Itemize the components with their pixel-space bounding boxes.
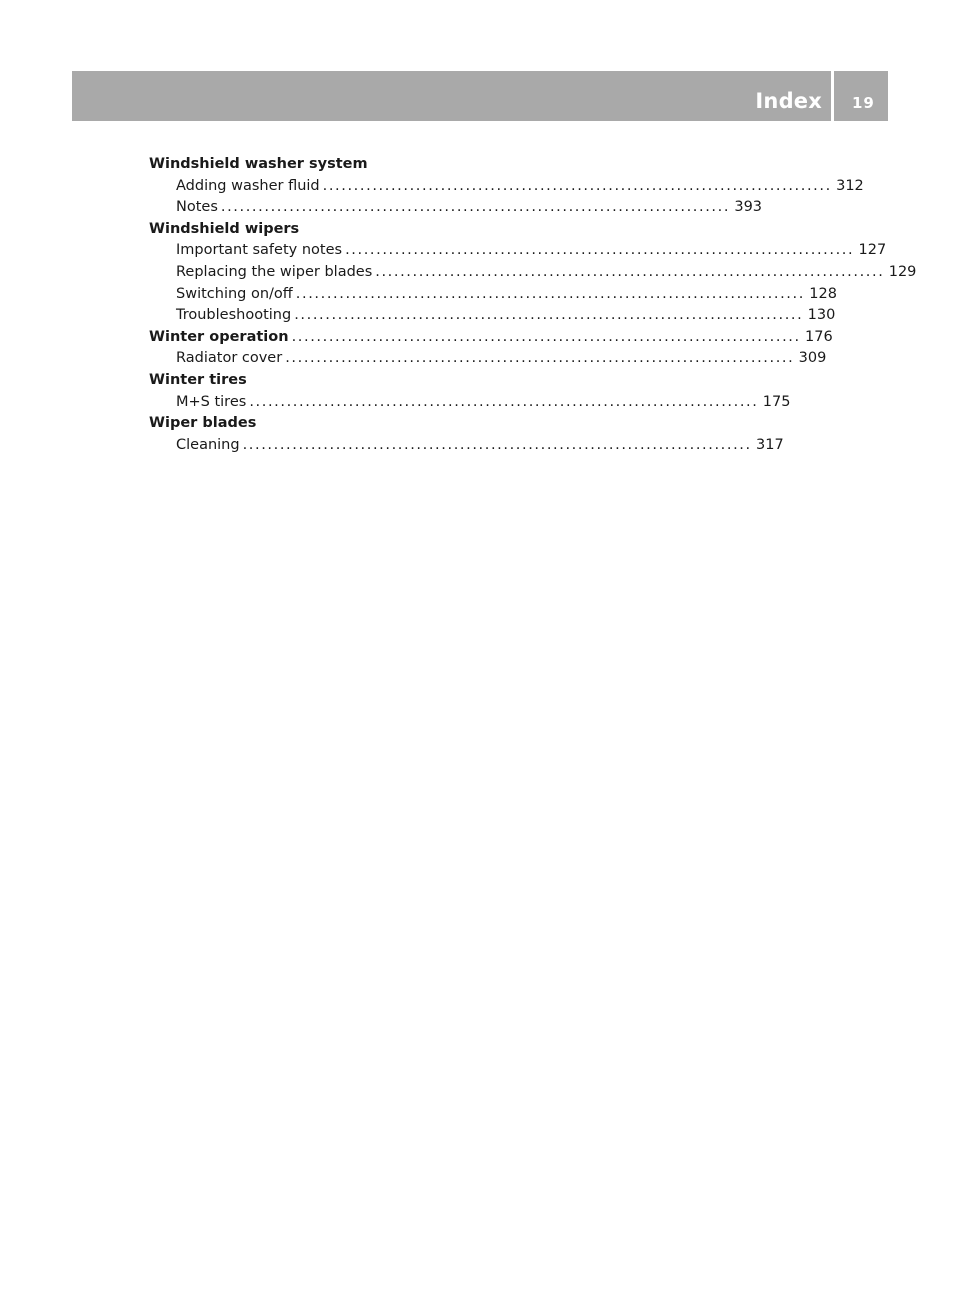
dot-leader: .................................................................................. (249, 393, 759, 410)
index-subentry (149, 240, 887, 262)
index-heading-label: Winter tires (149, 371, 247, 388)
index-subentry-label: Replacing the wiper blades (176, 263, 373, 280)
dot-leader: .................................................................................. (295, 285, 805, 302)
dot-leader: .................................................................................. (285, 350, 795, 367)
index-heading-label: Windshield washer system (149, 156, 368, 172)
index-heading (149, 154, 480, 176)
index-heading-label: Wiper blades (149, 415, 257, 432)
index-page-ref: 309 (798, 350, 827, 367)
index-subentry (149, 284, 837, 306)
index-subentry (149, 176, 864, 198)
index-subentry (149, 305, 836, 327)
page-number: 19 (852, 94, 875, 112)
index-page-ref: 317 (756, 436, 784, 453)
index-page-ref: 130 (807, 307, 836, 324)
index-subentry-label: Troubleshooting (176, 307, 292, 324)
index-heading-with-page (149, 327, 833, 349)
index-heading (149, 219, 480, 241)
index-subentry-label: Radiator cover (176, 350, 283, 367)
index-subentry (149, 435, 784, 457)
dot-leader: .................................................................................. (375, 263, 885, 280)
section-title: Index (755, 89, 822, 113)
dot-leader: .................................................................................. (294, 307, 804, 324)
index-list (149, 154, 917, 456)
index-page-ref: 393 (734, 199, 763, 216)
dot-leader: .................................................................................. (291, 328, 801, 345)
index-page-ref: 129 (888, 263, 917, 280)
index-heading-label: Winter operation (149, 328, 289, 345)
index-heading (149, 370, 480, 392)
index-subentry-label: Adding washer fluid (176, 177, 320, 194)
index-subentry-label: Notes (176, 199, 218, 216)
index-subentry-label: Important safety notes (176, 242, 343, 259)
dot-leader: .................................................................................. (322, 177, 832, 194)
index-subentry (149, 392, 791, 414)
index-subentry (149, 262, 917, 284)
index-page-ref: 127 (858, 242, 887, 259)
index-heading (149, 413, 480, 435)
index-page-ref: 128 (809, 285, 837, 302)
index-subentry-label: M+S tires (176, 393, 247, 410)
index-page-ref: 312 (836, 177, 864, 194)
index-subentry-label: Switching on/off (176, 285, 293, 302)
index-subentry (149, 348, 827, 370)
index-page-ref: 175 (762, 393, 791, 410)
index-page-ref: 176 (805, 328, 833, 345)
dot-leader: .................................................................................. (220, 199, 731, 216)
header-divider (831, 71, 834, 121)
index-subentry-label: Cleaning (176, 436, 240, 453)
index-subentry (149, 197, 763, 219)
index-heading-label: Windshield wipers (149, 220, 300, 237)
dot-leader: .................................................................................. (242, 436, 752, 453)
dot-leader: .................................................................................. (345, 242, 855, 259)
